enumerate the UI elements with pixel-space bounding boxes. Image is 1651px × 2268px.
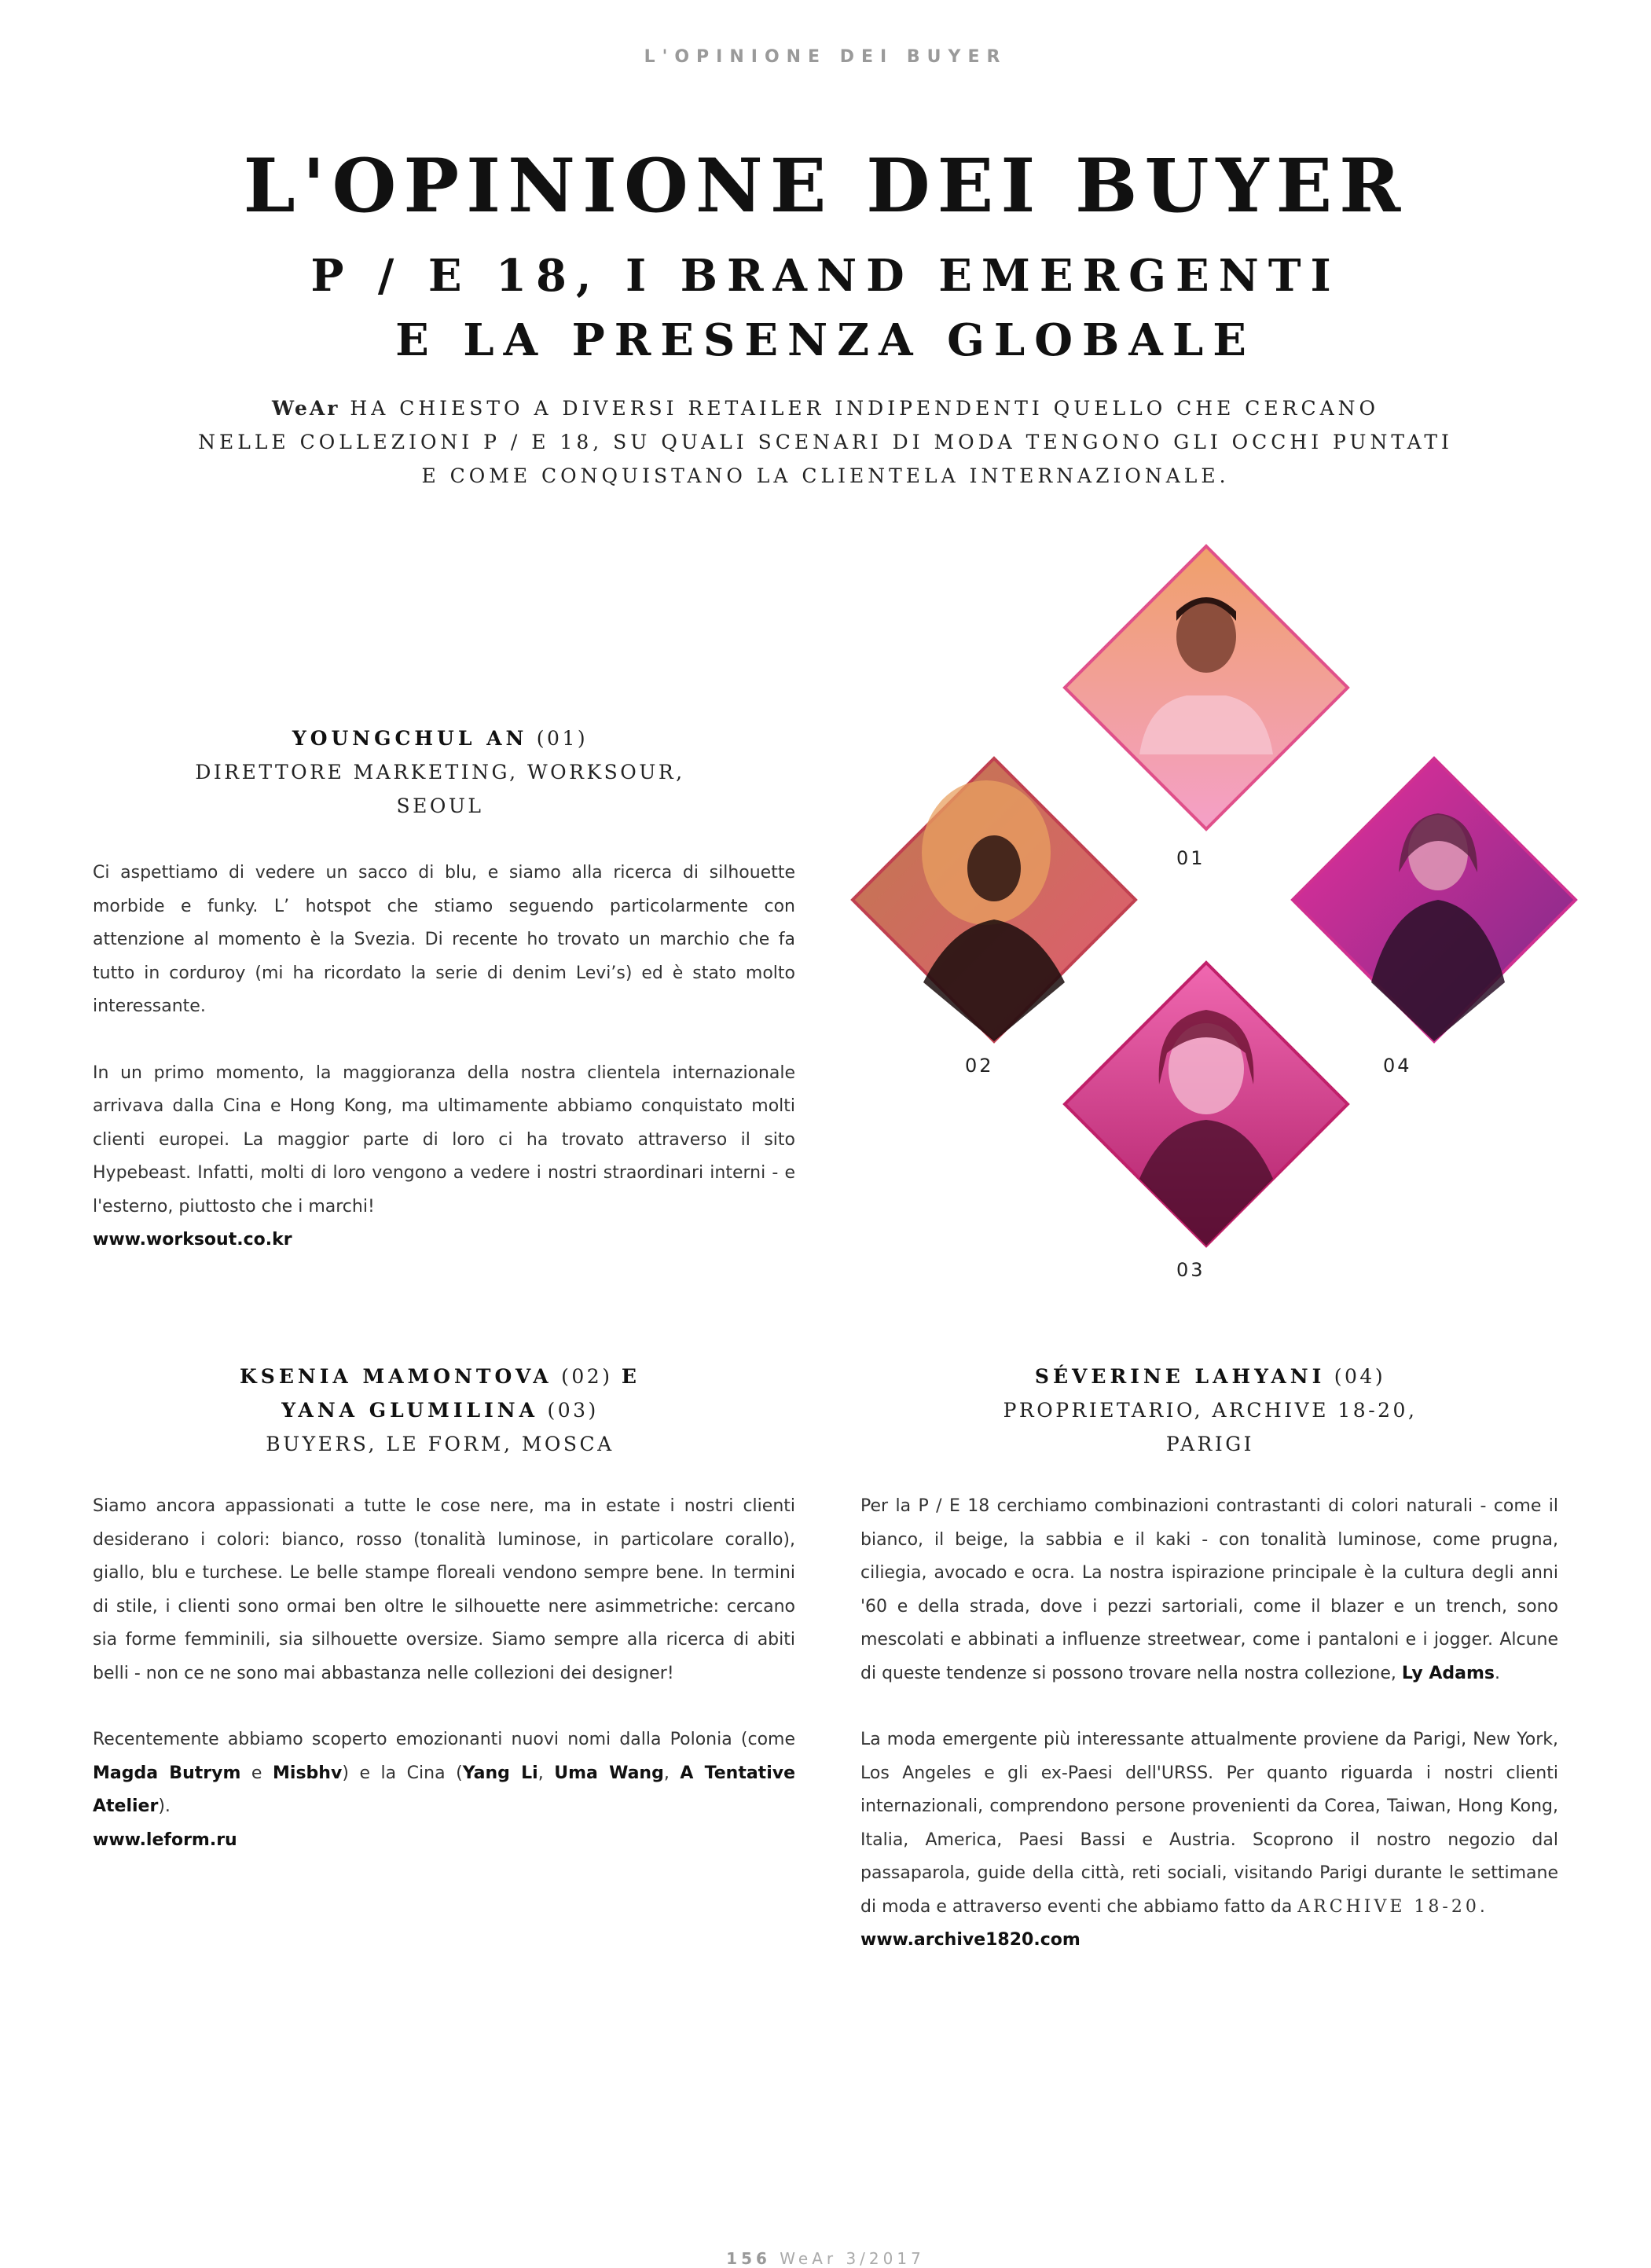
photo-02 [853,758,1136,1041]
buyer-3-url[interactable]: www.archive1820.com [860,1930,1080,1950]
archive-store-name: ARCHIVE 18-20 [1297,1896,1480,1917]
buyer-1-role-line-2: SEOUL [396,795,484,817]
brand-a-tentative-atelier: A Tentative Atelier [93,1763,796,1816]
subtitle-line-2: E LA PRESENZA GLOBALE [395,314,1256,366]
photo-03 [1065,963,1348,1246]
photo-label-01: 01 [1176,847,1205,869]
buyer-2-paragraph-2: Recentemente abbiamo scoperto emozionanti nuovi nomi dalla Polonia (come Magda Butrym e Misbhv) e la Cina (Yang Li, Uma Wang, A Tentative Atelier). [93,1730,796,1816]
buyer-1-paragraph-2: In un primo momento, la maggioranza della nostra clientela internazionale arrivava dalla Cina e Hong Kong, ma ultimamente abbiamo conquistato molti clienti europei. La maggior parte di loro ci ha trovato attraverso il sito Hypebeast. Infatti, molti di loro vengono a vedere i nostri straordinari interni - e l'esterno, piuttosto che i marchi! [93,1062,795,1217]
buyer-1-number: (01) [527,727,589,750]
intro-line-1 [157,391,1494,425]
buyer-3-body [860,1490,1558,1958]
intro-text [157,391,1494,493]
buyer-3-name: SÉVERINE LAHYANI [1034,1365,1326,1388]
brand-yang-li: Yang Li [462,1763,538,1783]
buyer-2-name-2: YANA GLUMILINA [281,1399,539,1422]
brand-magda-butrym: Magda Butrym [93,1763,241,1783]
buyer-3-paragraph-1: Per la P / E 18 cerchiamo combinazioni contrastanti di colori naturali - come il bianco, il beige, la sabbia e il kaki - con tonalità luminose, come prugna, ciliegia, avocado e ocra. La nostra ispirazione principale è la cultura degli anni '60 e della strada, dove i pezzi sartoriali, come il blazer e un trench, sono mescolati e abbinati a influenze streetwear, come i pantaloni e i jogger. Alcune di queste tendenze si possono trovare nella nostra collezione, Ly Adams. [860,1496,1558,1683]
buyer-3-number: (04) [1325,1365,1386,1388]
buyer-2-number-2: (03) [538,1399,599,1422]
photo-01 [1065,546,1348,829]
buyer-3-role-line-1: PROPRIETARIO, ARCHIVE 18-20, [1003,1399,1418,1422]
buyer-2-number-1: (02) [552,1365,622,1388]
brand-uma-wang: Uma Wang [554,1763,664,1783]
buyer-1-url[interactable]: www.worksout.co.kr [93,1230,292,1250]
buyer-2-paragraph-1: Siamo ancora appassionati a tutte le cose nere, ma in estate i nostri clienti desiderano i colori: bianco, rosso (tonalità luminose, in particolare corallo), giallo, blu e turchese. Le belle stampe floreali vendono sempre bene. In termini di stile, i clienti sono ormai ben oltre le silhouette nere asimmetriche: cercano sia forme femminili, sia silhouette oversize. Siamo sempre alla ricerca di abiti belli - non ce ne sono mai abbastanza nelle collezioni dei designer! [93,1496,795,1683]
brand-misbhv: Misbhv [273,1763,343,1783]
buyer-photo-collage [849,542,1579,1265]
running-head: L'OPINIONE DEI BUYER [644,47,1007,67]
page-subtitle [0,244,1651,372]
buyer-3-heading [860,1360,1560,1461]
photo-04 [1293,758,1576,1041]
intro-line-3: E COME CONQUISTANO LA CLIENTELA INTERNAZIONALE. [421,464,1230,487]
buyer-1-paragraph-1: Ci aspettiamo di vedere un sacco di blu, e siamo alla ricerca di silhouette morbide e funky. L’ hotspot che stiamo seguendo particolarmente con attenzione al momento è la Svezia. Di recente ho trovato un marchio che fa tutto in corduroy (mi ha ricordato la serie di denim Levi’s) ed è stato molto interessante. [93,863,795,1016]
buyer-2-url[interactable]: www.leform.ru [93,1829,237,1850]
buyer-3-role-line-2: PARIGI [1165,1433,1255,1455]
buyer-2-heading [126,1360,754,1461]
buyer-1-role-line-1: DIRETTORE MARKETING, WORKSOUR, [195,761,685,784]
photo-label-04: 04 [1383,1055,1412,1077]
buyer-1-body [93,857,795,1257]
buyer-1-heading [126,721,754,823]
buyer-2-role: BUYERS, LE FORM, MOSCA [266,1433,615,1455]
buyer-3-paragraph-2: La moda emergente più interessante attualmente proviene da Parigi, New York, Los Angeles e gli ex-Paesi dell'URSS. Per quanto riguarda i nostri clienti internazionali, comprendono persone provenienti da Corea, Taiwan, Hong Kong, Italia, America, Paesi Bassi e Austria. Scoprono il nostro negozio dal passaparola, guide della città, reti sociali, visitando Parigi durante le settimane di moda e attraverso eventi che abbiamo fatto da ARCHIVE 18-20. [860,1730,1558,1917]
intro-line-2: NELLE COLLEZIONI P / E 18, SU QUALI SCENARI DI MODA TENGONO GLI OCCHI PUNTATI [198,431,1453,453]
brand-ly-adams: Ly Adams [1401,1663,1495,1683]
intro-line-1-rest: HA CHIESTO A DIVERSI RETAILER INDIPENDENTI QUELLO CHE CERCANO [339,397,1380,420]
page-title: L'OPINIONE DEI BUYER [243,143,1408,229]
buyer-1-name: YOUNGCHUL AN [292,727,528,750]
magazine-issue: WeAr 3/2017 [780,2249,925,2268]
page-folio [0,2249,1651,2268]
intro-brand: WeAr [271,397,340,420]
photo-label-02: 02 [965,1055,994,1077]
subtitle-line-1: P / E 18, I BRAND EMERGENTI [310,250,1341,302]
buyer-2-conjunction: E [621,1365,640,1388]
buyer-2-name-1: KSENIA MAMONTOVA [240,1365,552,1388]
buyer-2-body [93,1490,795,1857]
photo-label-03: 03 [1176,1259,1205,1281]
page-number: 156 [726,2249,771,2268]
